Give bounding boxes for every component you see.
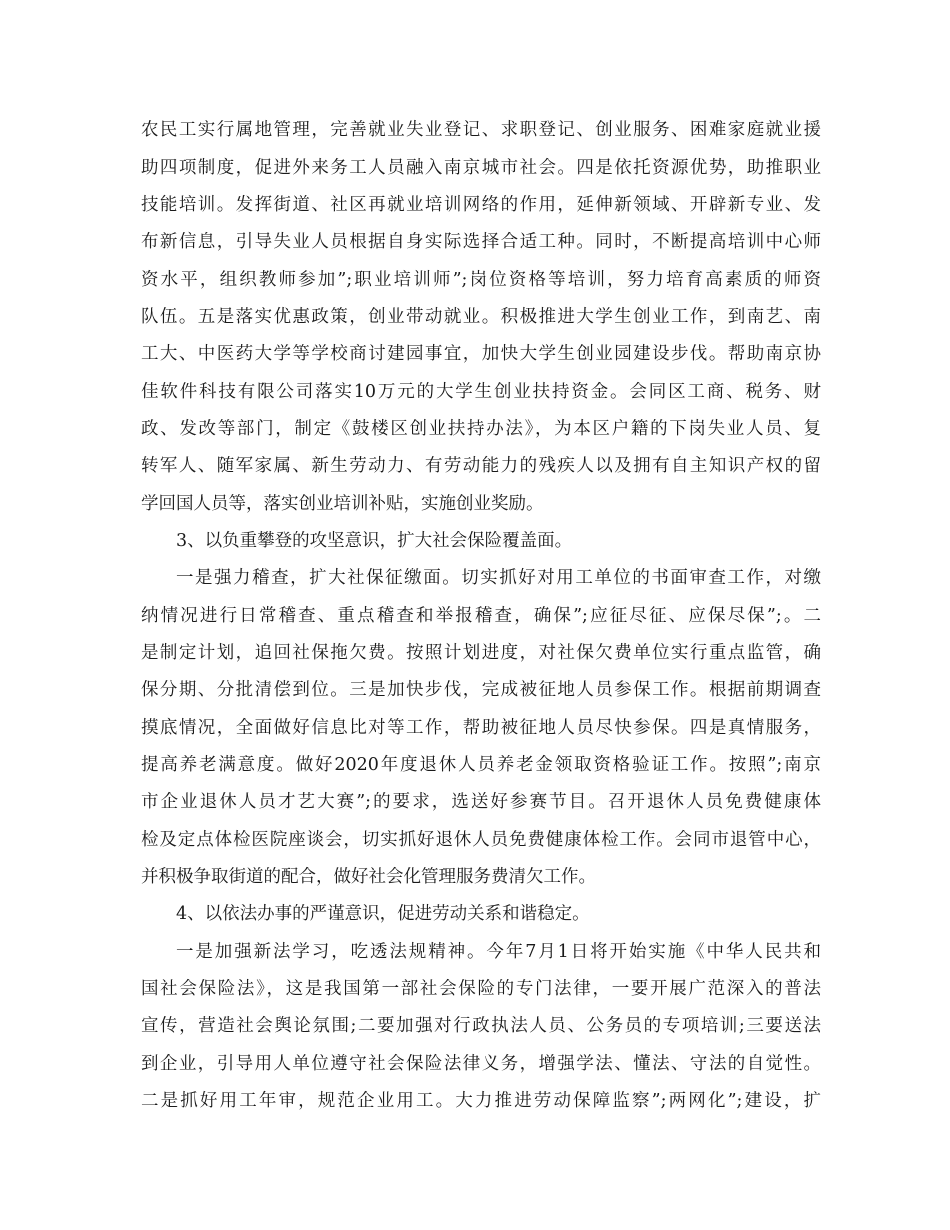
body-text-line: 工大、中医药大学等学校商讨建园事宜，加快大学生创业园建设步伐。帮助南京协	[141, 344, 821, 364]
body-text-line: 转军人、随军家属、新生劳动力、有劳动能力的残疾人以及拥有自主知识产权的留	[141, 456, 821, 476]
body-text-line: 学回国人员等，落实创业培训补贴，实施创业奖励。	[141, 494, 544, 514]
body-text-line: 队伍。五是落实优惠政策，创业带动就业。积极推进大学生创业工作，到南艺、南	[141, 307, 821, 327]
body-text-line: 提高养老满意度。做好2020年度退休人员养老金领取资格验证工作。按照”;南京	[141, 755, 821, 775]
body-text-line: 到企业，引导用人单位遵守社会保险法律义务，增强学法、懂法、守法的自觉性。	[141, 1054, 821, 1074]
body-text-line: 资水平，组织教师参加”;职业培训师”;岗位资格等培训，努力培育高素质的师资	[141, 270, 821, 290]
body-text-line: 布新信息，引导失业人员根据自身实际选择合适工种。同时，不断提高培训中心师	[141, 232, 821, 252]
body-text-line: 助四项制度，促进外来务工人员融入南京城市社会。四是依托资源优势，助推职业	[141, 158, 821, 178]
body-text-line: 并积极争取街道的配合，做好社会化管理服务费清欠工作。	[141, 867, 596, 887]
body-text-line: 一是加强新法学习，吃透法规精神。今年7月1日将开始实施《中华人民共和	[176, 942, 821, 962]
body-text-line: 宣传，营造社会舆论氛围;二要加强对行政执法人员、公务员的专项培训;三要送法	[141, 1016, 821, 1036]
body-text-line: 检及定点体检医院座谈会，切实抓好退休人员免费健康体检工作。会同市退管中心，	[141, 830, 821, 850]
body-text-line: 市企业退休人员才艺大赛”;的要求，选送好参赛节目。召开退休人员免费健康体	[141, 792, 821, 812]
body-text-line: 农民工实行属地管理，完善就业失业登记、求职登记、创业服务、困难家庭就业援	[141, 120, 821, 140]
body-text-line: 国社会保险法》，这是我国第一部社会保险的专门法律，一要开展广范深入的普法	[141, 979, 821, 999]
body-text-line: 二是抓好用工年审，规范企业用工。大力推进劳动保障监察”;两网化”;建设，扩	[141, 1091, 821, 1111]
body-text-line: 政、发改等部门，制定《鼓楼区创业扶持办法》，为本区户籍的下岗失业人员、复	[141, 419, 821, 439]
body-text-line: 一是强力稽查，扩大社保征缴面。切实抓好对用工单位的书面审查工作，对缴	[176, 568, 821, 588]
body-text-line: 是制定计划，追回社保拖欠费。按照计划进度，对社保欠费单位实行重点监管，确	[141, 643, 821, 663]
body-text-line: 佳软件科技有限公司落实10万元的大学生创业扶持资金。会同区工商、税务、财	[141, 382, 821, 402]
body-text-line: 纳情况进行日常稽查、重点稽查和举报稽查，确保”;应征尽征、应保尽保”;。二	[141, 606, 821, 626]
body-text-line: 技能培训。发挥街道、社区再就业培训网络的作用，延伸新领域、开辟新专业、发	[141, 195, 821, 215]
section-heading: 3、以负重攀登的攻坚意识，扩大社会保险覆盖面。	[176, 531, 573, 551]
body-text-line: 保分期、分批清偿到位。三是加快步伐，完成被征地人员参保工作。根据前期调查	[141, 680, 821, 700]
body-text-line: 摸底情况，全面做好信息比对等工作，帮助被征地人员尽快参保。四是真情服务，	[141, 718, 821, 738]
section-heading: 4、以依法办事的严谨意识，促进劳动关系和谐稳定。	[176, 904, 590, 924]
